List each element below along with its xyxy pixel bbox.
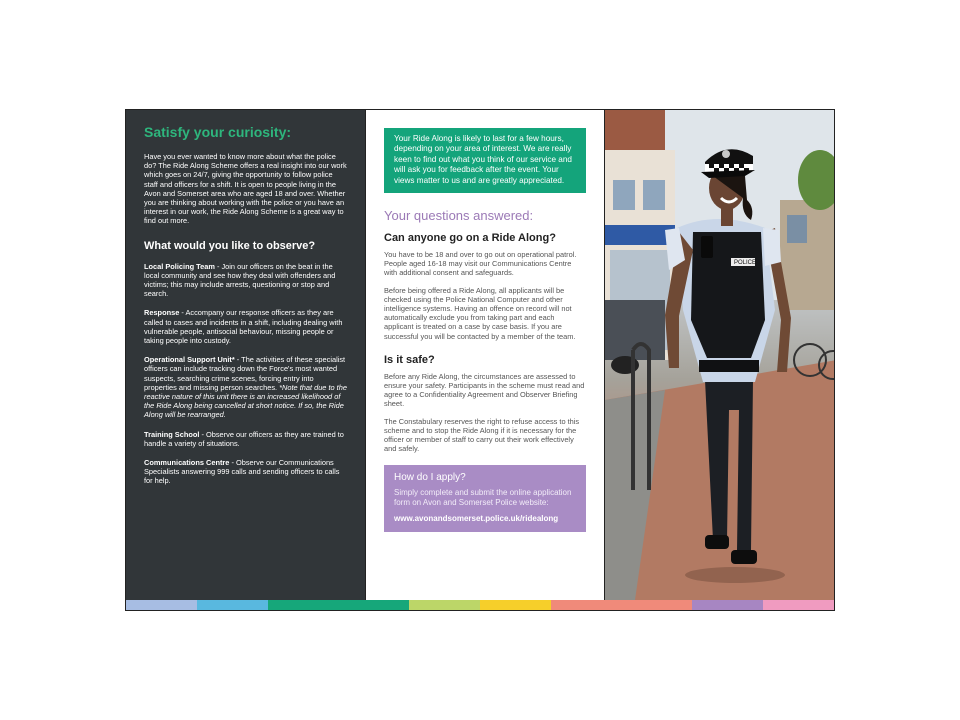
observe-item-text: - Observe our officers as they are trained to handle a variety of situations. [144,429,344,448]
colour-strip [126,600,834,610]
answer-anyone-1: You have to be 18 and over to go out on operational patrol. People aged 16-18 may visit our Communications Centre with additional consent and safeguards. [384,250,577,278]
observe-item-title: Local Policing Team [144,261,215,271]
strip-band [622,600,693,610]
strip-band [409,600,480,610]
observe-list [144,262,347,486]
question-safe: Is it safe? [384,353,435,366]
panel-left [126,110,365,600]
strip-band [338,600,409,610]
panel-photo [604,110,835,600]
observe-item [144,355,347,419]
intro-paragraph: Have you ever wanted to know more about what the police do? The Ride Along Scheme offers a real insight into our work which goes on 24/7, giving the opportunity to follow police staff and officers for a shift. It is open to people living in the Avon and Somerset area who are aged 18 and over. Whether you are thinking about working with the police or you have an interest in our work, the Ride Along Scheme is a great way to find out more. [144,152,347,226]
strip-band [551,600,622,610]
observe-item-text: - Observe our Communications Specialists answering 999 calls and sending officers to calls for help. [144,458,340,486]
strip-band [692,600,763,610]
strip-band [126,600,197,610]
apply-heading: How do I apply? [394,472,466,484]
observe-item-title: Communications Centre [144,458,230,468]
answer-safe-1: Before any Ride Along, the circumstances are assessed to ensure your safety. Participants in the scheme must read and agree to a Confidentiality Agreement and Observer Briefing sheet. [384,371,585,409]
panel-middle [365,110,604,600]
strip-band [197,600,268,610]
strip-band [480,600,551,610]
leaflet-spread [125,109,835,611]
observe-item [144,430,347,448]
question-anyone: Can anyone go on a Ride Along? [384,232,556,245]
observe-item [144,308,347,345]
apply-box [384,465,586,531]
questions-heading: Your questions answered: [384,208,534,224]
observe-item-title: Operational Support Unit* [144,355,235,365]
observe-item-note: *Note that due to the reactive nature of this unit there is an increased likelihood of the Ride Along being cancelled at short notice. If so, the Ride Along will be rearranged. [144,382,347,420]
observe-item-text: - The activities of these specialist officers can include tracking down the Force's most wanted suspects, searching crime scenes, forcing entry into properties and missing person searches. [144,355,346,392]
observe-item-title: Training School [144,429,200,439]
ride-along-callout: Your Ride Along is likely to last for a few hours, depending on your area of interest. We are really keen to find out what you think of our service and will ask you for feedback after the event. Your views matter to us and are greatly appreciated. [384,128,586,193]
observe-heading: What would you like to observe? [144,239,316,252]
officer-illustration [605,110,835,600]
answer-safe-2: The Constabulary reserves the right to refuse access to this scheme and to stop the Ride Along if it is necessary for the officer or member of staff to carry out their work effectively and safely. [384,416,580,454]
apply-text: Simply complete and submit the online application form on Avon and Somerset Police website: [394,488,572,508]
vest-label: POLICE [734,260,757,266]
observe-item-title: Response [144,308,180,318]
apply-link[interactable]: www.avonandsomerset.police.uk/ridealong [394,514,559,524]
satisfy-heading: Satisfy your curiosity: [144,124,292,140]
observe-item-text: - Accompany our response officers as they are called to cases and incidents in a shift, including dealing with vulnerable people, antisocial behaviour, missing people or taking people into custody. [144,308,343,346]
observe-item [144,262,347,299]
police-officer-photo [605,110,835,600]
strip-band [763,600,834,610]
answer-anyone-2: Before being offered a Ride Along, all applicants will be checked using the Police National Computer and other intelligence systems. Having an offence on record will not automatically exclude you from taking part and each applicant is treated on a case by case basis. If you are successful you will be contacted by a member of the team. [384,285,576,341]
observe-item-text: - Join our officers on the beat in the local community and see how they deal with offenders and victims; this may include arrests, questioning or stop and search. [144,261,336,299]
strip-band [268,600,339,610]
observe-item [144,458,347,486]
